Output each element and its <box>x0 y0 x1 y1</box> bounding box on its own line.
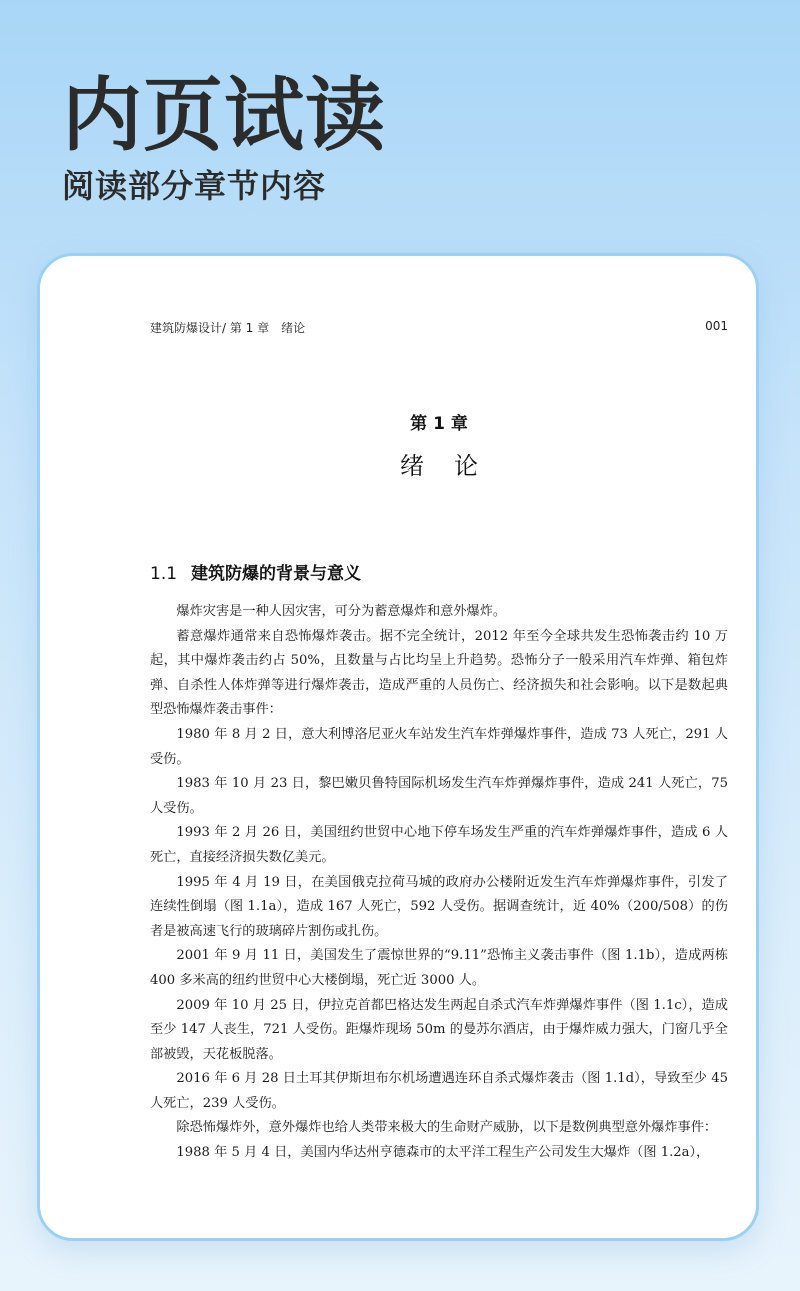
paragraph: 1993 年 2 月 26 日，美国纽约世贸中心地下停车场发生严重的汽车炸弹爆炸事件，造成 6 人死亡，直接经济损失数亿美元。 <box>150 825 728 865</box>
body-text <box>150 600 728 1166</box>
paragraph: 1995 年 4 月 19 日，在美国俄克拉荷马城的政府办公楼附近发生汽车炸弹爆炸事件，引发了连续性倒塌（图 1.1a），造成 167 人死亡，592 人受伤。据调查统计，近 40%（200/508）的伤者是被高速飞行的玻璃碎片割伤或扎伤。 <box>150 874 728 939</box>
paragraph: 2001 年 9 月 11 日，美国发生了震惊世界的“9.11”恐怖主义袭击事件（图 1.1b），造成两栋 400 多米高的纽约世贸中心大楼倒塌，死亡近 3000 人。 <box>150 948 728 988</box>
hero-subtitle: 阅读部分章节内容 <box>62 167 327 205</box>
paragraph: 1988 年 5 月 4 日，美国内华达州亨德森市的太平洋工程生产公司发生大爆炸（图 1.2a）， <box>176 1145 710 1161</box>
paragraph: 1983 年 10 月 23 日，黎巴嫩贝鲁特国际机场发生汽车炸弹爆炸事件，造成 241 人死亡，75 人受伤。 <box>150 776 728 816</box>
paragraph: 2009 年 10 月 25 日，伊拉克首都巴格达发生两起自杀式汽车炸弹爆炸事件（图 1.1c），造成至少 147 人丧生，721 人受伤。距爆炸现场 50m 的曼苏尔酒店，由于爆炸威力强大，门窗几乎全部被毁，天花板脱落。 <box>150 997 728 1062</box>
page-number: 001 <box>705 319 728 333</box>
hero-title: 内页试读 <box>62 69 386 162</box>
hero-banner <box>62 70 386 206</box>
paragraph: 蓄意爆炸通常来自恐怖爆炸袭击。据不完全统计，2012 年至今全球共发生恐怖袭击约 10 万起，其中爆炸袭击约占 50%，且数量与占比均呈上升趋势。恐怖分子一般采用汽车炸弹、箱包炸弹、自杀性人体炸弹等进行爆炸袭击，造成严重的人员伤亡、经济损失和社会影响。以下是数起典型恐怖爆炸袭击事件： <box>150 628 728 718</box>
paragraph: 2016 年 6 月 28 日土耳其伊斯坦布尔机场遭遇连环自杀式爆炸袭击（图 1.1d），导致至少 45 人死亡，239 人受伤。 <box>150 1071 728 1111</box>
paragraph: 1980 年 8 月 2 日，意大利博洛尼亚火车站发生汽车炸弹爆炸事件，造成 73 人死亡，291 人受伤。 <box>150 726 728 767</box>
page-preview-card <box>37 253 759 1241</box>
section-heading <box>150 559 361 584</box>
paragraph: 爆炸灾害是一种人因灾害，可分为蓄意爆炸和意外爆炸。 <box>176 604 507 619</box>
section-number: 1.1 <box>150 564 178 584</box>
paragraph: 除恐怖爆炸外，意外爆炸也给人类带来极大的生命财产威胁，以下是数例典型意外爆炸事件： <box>176 1120 718 1136</box>
running-head: 建筑防爆设计/ 第 1 章 绪论 <box>150 321 306 335</box>
chapter-title: 绪论 <box>400 452 508 480</box>
section-title: 建筑防爆的背景与意义 <box>191 564 362 584</box>
chapter-label: 第 1 章 <box>410 414 468 434</box>
